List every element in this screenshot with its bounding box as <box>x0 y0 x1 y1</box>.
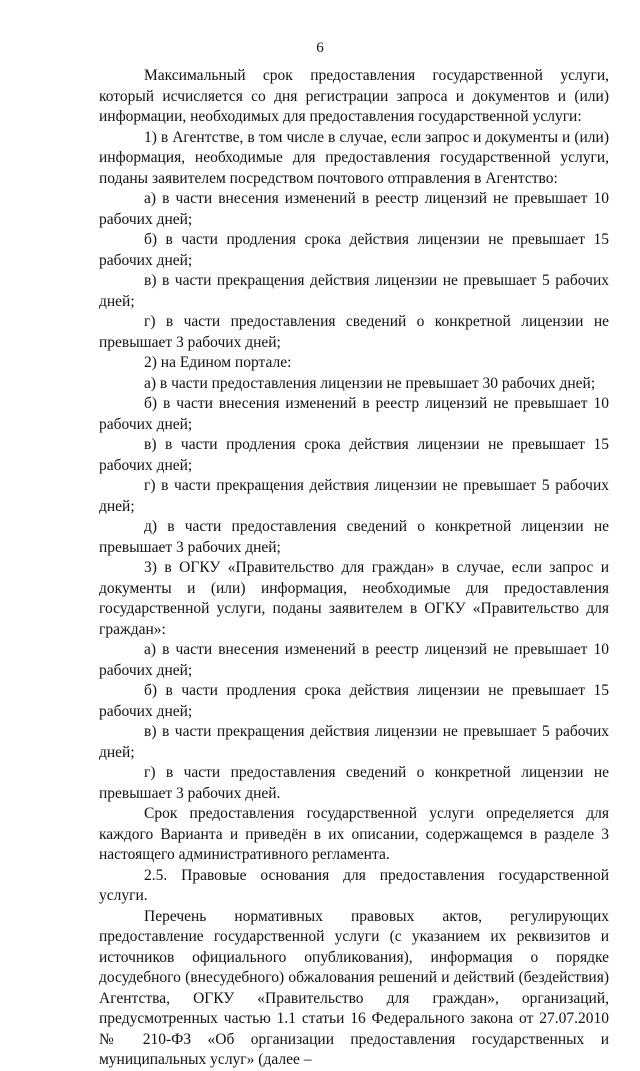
paragraph: Срок предоставления государственной услуги определяется для каждого Варианта и приведён в их описании, содержащемся в разделе 3 настоящего административного регламента. <box>99 805 609 863</box>
paragraph: а) в части внесения изменений в реестр лицензий не превышает 10 рабочих дней; <box>99 190 609 228</box>
paragraph: 2) на Едином портале: <box>144 354 292 371</box>
paragraph: в) в части продления срока действия лицензии не превышает 15 рабочих дней; <box>99 436 609 474</box>
paragraph: а) в части предоставления лицензии не превышает 30 рабочих дней; <box>144 374 596 392</box>
paragraph: б) в части внесения изменений в реестр лицензий не превышает 10 рабочих дней; <box>99 395 609 433</box>
paragraph: а) в части внесения изменений в реестр лицензий не превышает 10 рабочих дней; <box>99 641 609 679</box>
paragraph: г) в части предоставления сведений о конкретной лицензии не превышает 3 рабочих дней; <box>99 313 609 351</box>
paragraph: 1) в Агентстве, в том числе в случае, если запрос и документы и (или) информация, необходимые для предоставления государственной услуги, поданы заявителем посредством почтового отправления в Агентство: <box>99 128 609 187</box>
paragraph: в) в части прекращения действия лицензии не превышает 5 рабочих дней; <box>99 272 609 310</box>
paragraph: Максимальный срок предоставления государственной услуги, который исчисляется со дня регистрации запроса и документов и (или) информации, необходимых для предоставления государственной услуги: <box>99 67 609 125</box>
paragraph: 3) в ОГКУ «Правительство для граждан» в случае, если запрос и документы и (или) информация, необходимые для предоставления государственной услуги, поданы заявителем в ОГКУ «Правительство для граждан»: <box>99 559 609 638</box>
section-heading: 2.5. Правовые основания для предоставления государственной услуги. <box>99 866 609 904</box>
paragraph: б) в части продления срока действия лицензии не превышает 15 рабочих дней; <box>99 682 609 720</box>
document-body <box>99 66 609 1071</box>
page-number: 6 <box>316 40 324 56</box>
paragraph: г) в части прекращения действия лицензии не превышает 5 рабочих дней; <box>99 477 609 515</box>
paragraph: Перечень нормативных правовых актов, регулирующих предоставление государственной услуги (с указанием их реквизитов и источников официального опубликования), информация о порядке досудебного (внесудебного) обжалования решений и действий (бездействия) Агентства, ОГКУ «Правительство для граждан», организаций, предусмотренных частью 1.1 статьи 16 Федерального закона от 27.07.2010 № 210-ФЗ «Об организации предоставления государственных и муниципальных услуг» (далее – <box>99 907 609 1068</box>
paragraph: д) в части предоставления сведений о конкретной лицензии не превышает 3 рабочих дней; <box>99 518 609 556</box>
paragraph: б) в части продления срока действия лицензии не превышает 15 рабочих дней; <box>99 231 609 269</box>
paragraph: в) в части прекращения действия лицензии не превышает 5 рабочих дней; <box>99 723 609 761</box>
paragraph: г) в части предоставления сведений о конкретной лицензии не превышает 3 рабочих дней. <box>99 764 609 802</box>
